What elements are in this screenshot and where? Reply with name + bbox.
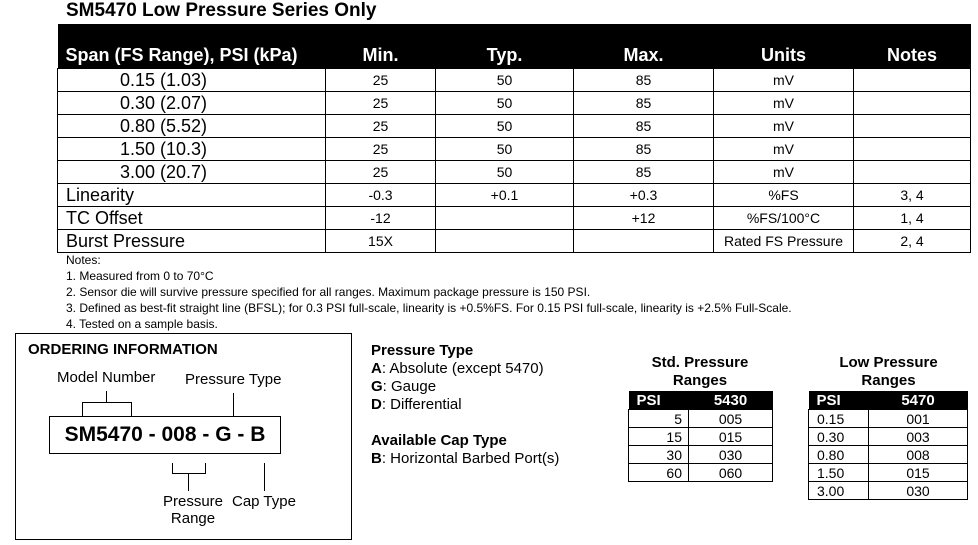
cell-psi: 0.80 bbox=[809, 446, 869, 464]
page-title: SM5470 Low Pressure Series Only bbox=[66, 0, 377, 21]
table-row bbox=[58, 184, 971, 207]
table-row bbox=[58, 230, 971, 253]
low-header-row bbox=[809, 391, 968, 410]
cell-psi: 3.00 bbox=[809, 482, 869, 500]
table-row bbox=[629, 464, 773, 482]
cell-min: 15X bbox=[326, 230, 436, 253]
cell-units: %FS/100°C bbox=[714, 207, 854, 230]
table-row bbox=[809, 446, 968, 464]
cell-max: 85 bbox=[574, 161, 714, 184]
cell-max: +12 bbox=[574, 207, 714, 230]
option-text: : Gauge bbox=[382, 378, 437, 395]
pressure-type-option bbox=[371, 360, 559, 378]
low-header-psi: PSI bbox=[809, 391, 869, 410]
option-key: G bbox=[371, 378, 383, 395]
cell-notes: 1, 4 bbox=[854, 207, 971, 230]
pressure-range-connector bbox=[188, 473, 189, 491]
cap-type-option bbox=[371, 450, 559, 468]
cell-psi: 0.30 bbox=[809, 428, 869, 446]
row-label: TC Offset bbox=[58, 207, 326, 230]
cell-psi: 1.50 bbox=[809, 464, 869, 482]
row-label: 0.80 (5.52) bbox=[58, 115, 326, 138]
option-key: D bbox=[371, 396, 382, 413]
cell-units: mV bbox=[714, 161, 854, 184]
cap-type-label: Cap Type bbox=[232, 493, 296, 510]
cell-max: 85 bbox=[574, 138, 714, 161]
table-row bbox=[809, 428, 968, 446]
note-item: 4. Tested on a sample basis. bbox=[66, 317, 218, 331]
std-header-row bbox=[629, 391, 773, 410]
low-ranges-title-line1: Low Pressure bbox=[839, 354, 938, 371]
table-row bbox=[58, 115, 971, 138]
low-ranges-title-line2: Ranges bbox=[861, 372, 916, 389]
cell-typ: 50 bbox=[436, 115, 574, 138]
option-key: A bbox=[371, 360, 382, 377]
row-label: 1.50 (10.3) bbox=[58, 138, 326, 161]
cell-typ: +0.1 bbox=[436, 184, 574, 207]
std-header-psi: PSI bbox=[629, 391, 689, 410]
cell-code: 060 bbox=[689, 464, 773, 482]
std-header-model: 5430 bbox=[689, 391, 773, 410]
cell-typ: 50 bbox=[436, 138, 574, 161]
header-typ: Typ. bbox=[436, 24, 574, 69]
table-row bbox=[58, 207, 971, 230]
low-ranges-table bbox=[808, 391, 968, 500]
spec-table bbox=[57, 24, 971, 253]
cell-psi: 30 bbox=[629, 446, 689, 464]
cell-min: 25 bbox=[326, 138, 436, 161]
row-label: Linearity bbox=[58, 184, 326, 207]
pressure-type-option bbox=[371, 396, 559, 414]
spec-header-row bbox=[58, 24, 971, 69]
cell-typ: 50 bbox=[436, 92, 574, 115]
std-ranges-title-line2: Ranges bbox=[672, 372, 728, 389]
model-number-connector bbox=[106, 391, 107, 402]
header-notes: Notes bbox=[854, 24, 971, 69]
cell-units: mV bbox=[714, 138, 854, 161]
cell-max bbox=[574, 230, 714, 253]
cell-typ: 50 bbox=[436, 161, 574, 184]
cell-notes: 2, 4 bbox=[854, 230, 971, 253]
pressure-type-label: Pressure Type bbox=[185, 371, 282, 388]
cell-typ bbox=[436, 207, 574, 230]
cell-psi: 15 bbox=[629, 428, 689, 446]
pressure-type-section bbox=[371, 342, 559, 468]
notes-section bbox=[66, 252, 792, 332]
cell-psi: 5 bbox=[629, 410, 689, 428]
pressure-range-label-line1: Pressure bbox=[162, 493, 224, 510]
ordering-title: ORDERING INFORMATION bbox=[28, 341, 218, 358]
cell-units: mV bbox=[714, 69, 854, 92]
cell-min: 25 bbox=[326, 161, 436, 184]
cell-min: -12 bbox=[326, 207, 436, 230]
cell-units: %FS bbox=[714, 184, 854, 207]
cell-code: 003 bbox=[869, 428, 968, 446]
cell-code: 001 bbox=[869, 410, 968, 428]
pressure-range-label bbox=[162, 493, 224, 527]
row-label: 0.30 (2.07) bbox=[58, 92, 326, 115]
table-row bbox=[58, 92, 971, 115]
model-number-label: Model Number bbox=[57, 369, 156, 386]
note-item: 2. Sensor die will survive pressure specified for all ranges. Maximum package pressure is 150 PSI. bbox=[66, 285, 591, 299]
note-item: 1. Measured from 0 to 70°C bbox=[66, 269, 214, 283]
model-number-bracket bbox=[82, 402, 132, 417]
cell-code: 015 bbox=[689, 428, 773, 446]
row-label: Burst Pressure bbox=[58, 230, 326, 253]
cap-type-heading: Available Cap Type bbox=[371, 432, 507, 449]
cell-typ bbox=[436, 230, 574, 253]
cell-code: 005 bbox=[689, 410, 773, 428]
cap-type-connector bbox=[264, 463, 265, 491]
std-ranges-title-line1: Std. Pressure bbox=[651, 354, 749, 371]
header-span: Span (FS Range), PSI (kPa) bbox=[58, 24, 326, 69]
table-row bbox=[809, 482, 968, 500]
pressure-type-connector bbox=[233, 393, 234, 416]
cell-max: 85 bbox=[574, 92, 714, 115]
cell-code: 030 bbox=[689, 446, 773, 464]
cell-units: mV bbox=[714, 115, 854, 138]
option-text: : Horizontal Barbed Port(s) bbox=[381, 450, 560, 467]
cell-notes bbox=[854, 138, 971, 161]
std-ranges-table bbox=[628, 391, 773, 482]
cell-code: 030 bbox=[869, 482, 968, 500]
cell-min: 25 bbox=[326, 69, 436, 92]
header-max: Max. bbox=[574, 24, 714, 69]
cell-psi: 60 bbox=[629, 464, 689, 482]
cell-min: 25 bbox=[326, 115, 436, 138]
cell-typ: 50 bbox=[436, 69, 574, 92]
option-text: : Absolute (except 5470) bbox=[381, 360, 544, 377]
cell-min: -0.3 bbox=[326, 184, 436, 207]
table-row bbox=[58, 69, 971, 92]
cell-code: 015 bbox=[869, 464, 968, 482]
note-item: 3. Defined as best-fit straight line (BFSL); for 0.3 PSI full-scale, linearity is +0.5%FS. For 0.15 PSI full-scale, linearity is +2.5% Full-Scale. bbox=[66, 301, 792, 315]
cell-max: +0.3 bbox=[574, 184, 714, 207]
pressure-type-option bbox=[371, 378, 559, 396]
table-row bbox=[58, 138, 971, 161]
pressure-range-label-line2: Range bbox=[170, 510, 216, 527]
cell-units: Rated FS Pressure bbox=[714, 230, 854, 253]
row-label: 0.15 (1.03) bbox=[58, 69, 326, 92]
cell-notes bbox=[854, 92, 971, 115]
row-label: 3.00 (20.7) bbox=[58, 161, 326, 184]
model-code-box: SM5470 - 008 - G - B bbox=[49, 416, 281, 454]
table-row bbox=[629, 410, 773, 428]
option-text: : Differential bbox=[381, 396, 462, 413]
std-ranges-title bbox=[630, 354, 770, 390]
cell-notes bbox=[854, 69, 971, 92]
cell-max: 85 bbox=[574, 115, 714, 138]
header-min: Min. bbox=[326, 24, 436, 69]
table-row bbox=[809, 410, 968, 428]
cell-notes bbox=[854, 161, 971, 184]
cell-psi: 0.15 bbox=[809, 410, 869, 428]
low-header-model: 5470 bbox=[869, 391, 968, 410]
cell-notes: 3, 4 bbox=[854, 184, 971, 207]
pressure-range-bracket bbox=[172, 463, 206, 474]
low-ranges-title bbox=[816, 354, 961, 390]
table-row bbox=[629, 446, 773, 464]
cell-max: 85 bbox=[574, 69, 714, 92]
cell-notes bbox=[854, 115, 971, 138]
table-row bbox=[58, 161, 971, 184]
table-row bbox=[809, 464, 968, 482]
table-row bbox=[629, 428, 773, 446]
cell-code: 008 bbox=[869, 446, 968, 464]
cell-min: 25 bbox=[326, 92, 436, 115]
header-units: Units bbox=[714, 24, 854, 69]
notes-heading: Notes: bbox=[66, 253, 101, 267]
pressure-type-heading: Pressure Type bbox=[371, 342, 474, 359]
option-key: B bbox=[371, 450, 382, 467]
cell-units: mV bbox=[714, 92, 854, 115]
